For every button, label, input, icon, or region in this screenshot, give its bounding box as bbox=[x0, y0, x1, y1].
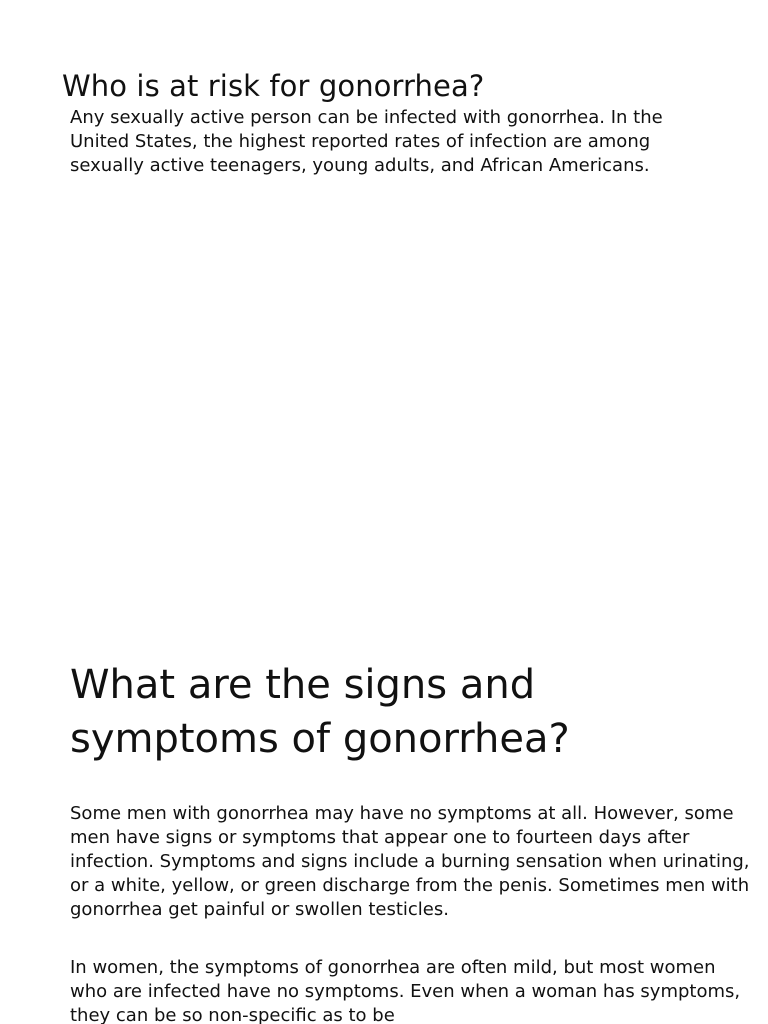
heading-who-is-at-risk: Who is at risk for gonorrhea? bbox=[62, 69, 485, 103]
paragraph-women-symptoms: In women, the symptoms of gonorrhea are often mild, but most women who are infected have no symptoms. Even when a woman has symptoms, they can be so non-specific as to be bbox=[70, 957, 741, 1024]
heading-signs-and-symptoms: What are the signs and symptoms of gonorrhea? bbox=[70, 662, 570, 762]
paragraph-men-symptoms: Some men with gonorrhea may have no symptoms at all. However, some men have signs or symptoms that appear one to fourteen days after infection. Symptoms and signs include a burning sensation when urinating, or a white, yellow, or green discharge from the penis. Sometimes men with gonorrhea get painful or swollen testicles. bbox=[70, 803, 750, 920]
paragraph-at-risk: Any sexually active person can be infected with gonorrhea. In the United States, the highest reported rates of infection are among sexually active teenagers, young adults, and African Americans. bbox=[70, 107, 663, 176]
